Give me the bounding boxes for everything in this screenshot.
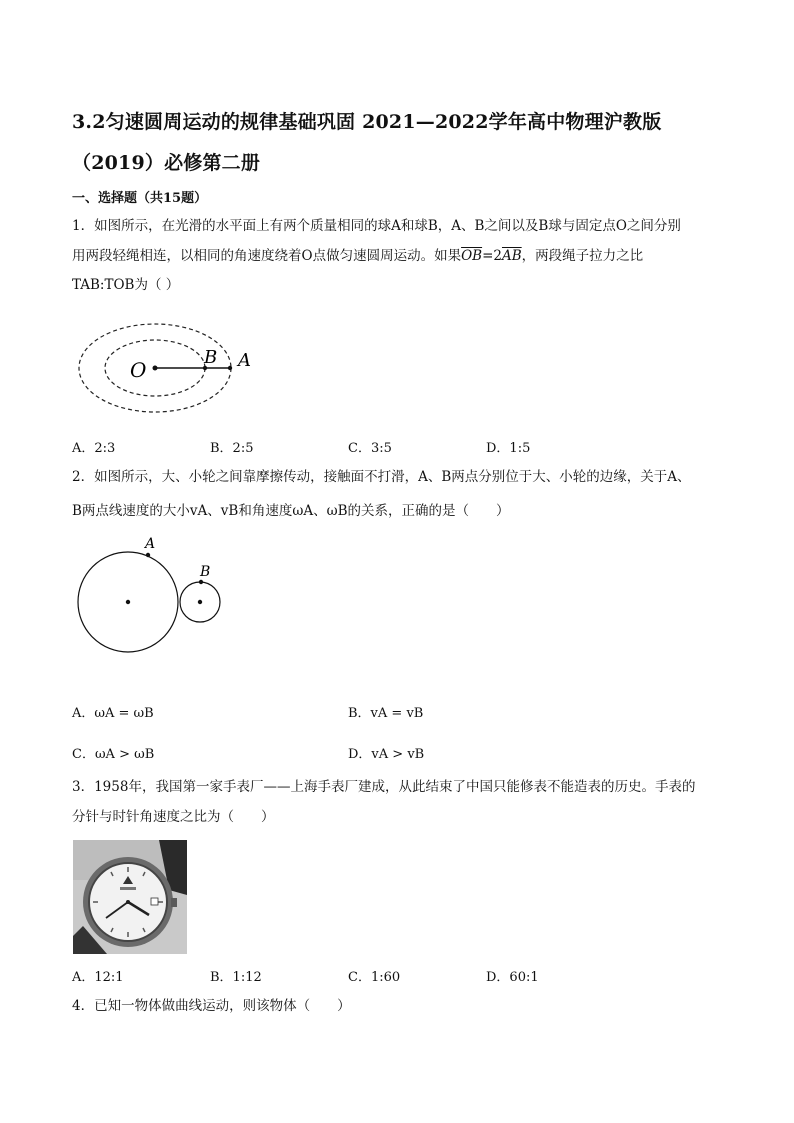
equals-two: =2: [482, 248, 502, 264]
point-a: [146, 553, 150, 557]
question-3-line2: 分针与时针角速度之比为（ ）: [72, 809, 275, 825]
q2-option-d[interactable]: D．vA > vB: [348, 747, 425, 762]
question-3-line1: 3．1958年，我国第一家手表厂——上海手表厂建成，从此结束了中国只能修表不能造表的历史。手表的: [72, 779, 696, 795]
q1-option-a[interactable]: A．2:3: [72, 441, 116, 456]
label-b: B: [204, 347, 218, 368]
large-wheel-center: [126, 600, 130, 604]
q1-option-c[interactable]: C．3:5: [348, 441, 392, 456]
question-4-line1: 4．已知一物体做曲线运动，则该物体（ ）: [72, 998, 351, 1014]
q1-option-d[interactable]: D．1:5: [486, 441, 531, 456]
question-1-line1: 1．如图所示，在光滑的水平面上有两个质量相同的球A和球B，A、B之间以及B球与固定点O之间分别: [72, 218, 681, 234]
question-1-text-a: 用两段轻绳相连，以相同的角速度绕着O点做匀速圆周运动。如果: [72, 248, 462, 264]
q1-option-b[interactable]: B．2:5: [210, 441, 254, 456]
q3-option-c[interactable]: C．1:60: [348, 970, 401, 985]
ball-a: [228, 366, 232, 370]
question-1-text-b: ，两段绳子拉力之比: [521, 248, 644, 264]
figure-orbit-diagram: [75, 318, 275, 418]
label-a: A: [145, 536, 156, 552]
q3-option-a[interactable]: A．12:1: [72, 970, 124, 985]
question-1-line3: TAB:TOB为（ ）: [72, 277, 180, 293]
q2-option-a[interactable]: A．ωA = ωB: [72, 706, 154, 721]
segment-ab: $\overline{AB}$: [501, 248, 522, 264]
point-b: [199, 580, 203, 584]
date-window: [151, 898, 158, 905]
q3-option-d[interactable]: D．60:1: [486, 970, 539, 985]
label-o: O: [130, 358, 147, 382]
q3-option-b[interactable]: B．1:12: [210, 970, 262, 985]
document-title-line1: 3.2匀速圆周运动的规律基础巩固 2021—2022学年高中物理沪教版: [72, 111, 662, 133]
watch-crown: [171, 898, 177, 907]
label-b: B: [200, 564, 211, 580]
section-heading: 一、选择题（共15题）: [72, 191, 208, 206]
question-2-line1: 2．如图所示，大、小轮之间靠摩擦传动，接触面不打滑，A、B两点分别位于大、小轮的边缘，关于A、: [72, 469, 691, 485]
question-1-line2: [72, 246, 643, 267]
document-title-line2: （2019）必修第二册: [72, 152, 261, 174]
small-wheel-center: [198, 600, 202, 604]
figure-wheels-diagram: [70, 532, 230, 657]
label-a: A: [238, 350, 251, 371]
figure-watch-photo: [73, 840, 187, 954]
q2-option-c[interactable]: C．ωA > ωB: [72, 747, 155, 762]
segment-ob: $\overline{OB}$: [461, 248, 483, 264]
question-2-line2: B两点线速度的大小vA、vB和角速度ωA、ωB的关系，正确的是（ ）: [72, 503, 510, 519]
point-o: [153, 366, 158, 371]
q2-option-b[interactable]: B．vA = vB: [348, 706, 424, 721]
